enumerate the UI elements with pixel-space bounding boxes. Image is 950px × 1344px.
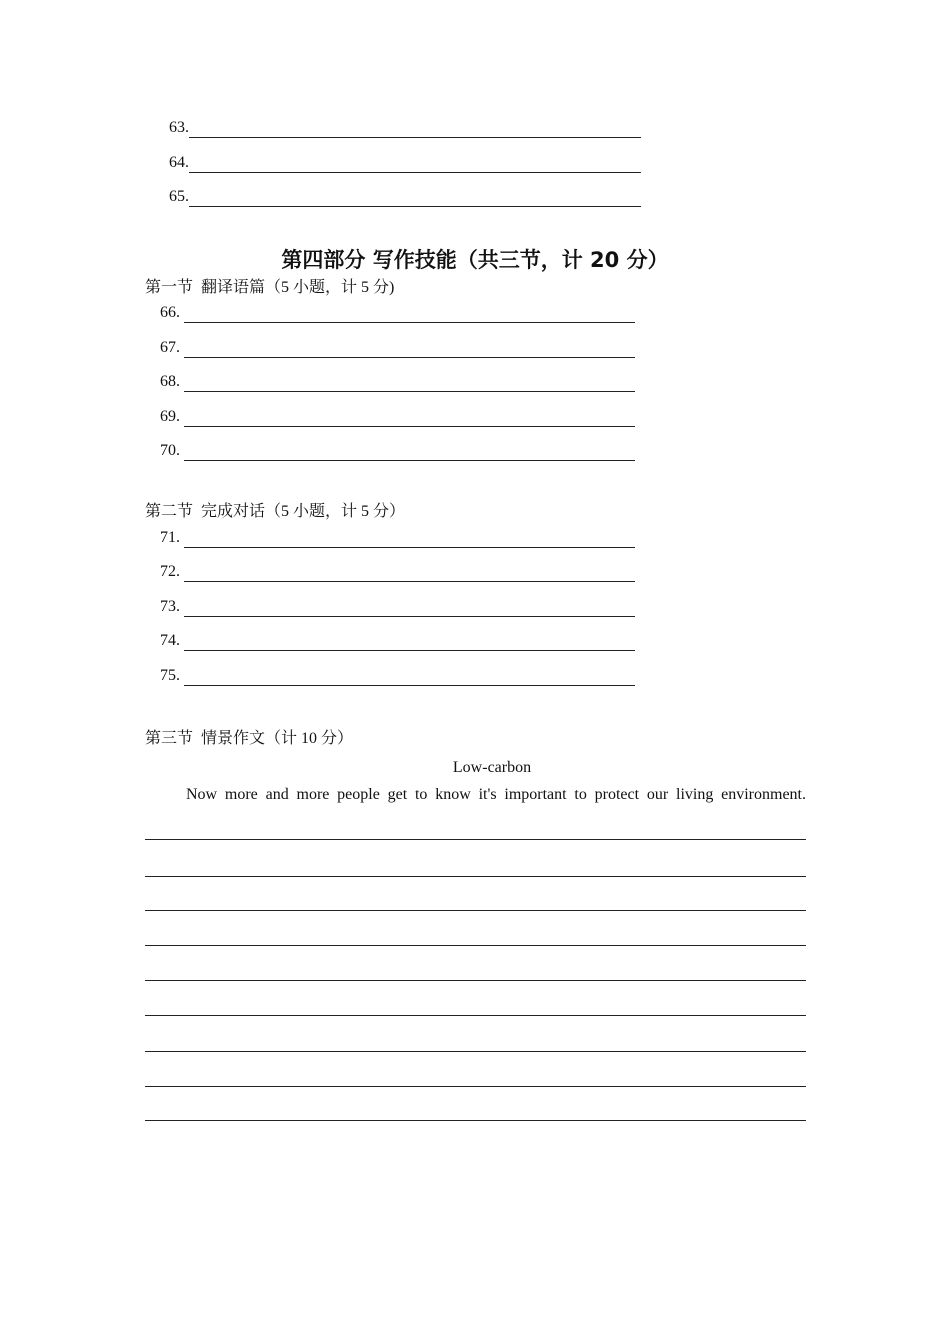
essay-writing-line[interactable] — [145, 1120, 806, 1121]
answer-number: 64. — [169, 154, 189, 171]
answer-blank[interactable] — [184, 377, 635, 392]
answer-number: 65. — [169, 188, 189, 205]
answer-line-65[interactable] — [169, 187, 641, 207]
answer-number: 66. — [160, 304, 184, 321]
answer-number: 74. — [160, 632, 184, 649]
answer-blank[interactable] — [184, 671, 635, 686]
essay-writing-line[interactable] — [145, 1051, 806, 1052]
answer-line-63[interactable] — [169, 118, 641, 138]
answer-line-72[interactable] — [160, 562, 635, 582]
answer-number: 67. — [160, 339, 184, 356]
answer-blank[interactable] — [189, 158, 641, 173]
answer-blank[interactable] — [184, 308, 635, 323]
answer-number: 68. — [160, 373, 184, 390]
essay-prompt: Now more and more people get to know it's important to protect our living environment. — [186, 786, 806, 803]
answer-number: 72. — [160, 563, 184, 580]
answer-number: 69. — [160, 408, 184, 425]
answer-blank[interactable] — [184, 343, 635, 358]
answer-line-67[interactable] — [160, 338, 635, 358]
essay-writing-line[interactable] — [145, 980, 806, 981]
essay-writing-line[interactable] — [145, 910, 806, 911]
answer-blank[interactable] — [184, 602, 635, 617]
essay-writing-line[interactable] — [145, 945, 806, 946]
answer-line-69[interactable] — [160, 407, 635, 427]
answer-blank[interactable] — [184, 636, 635, 651]
answer-line-64[interactable] — [169, 153, 641, 173]
essay-writing-line[interactable] — [145, 1015, 806, 1016]
answer-number: 73. — [160, 598, 184, 615]
essay-writing-line[interactable] — [145, 1086, 806, 1087]
essay-writing-line[interactable] — [145, 839, 806, 840]
answer-line-70[interactable] — [160, 441, 635, 461]
answer-number: 75. — [160, 667, 184, 684]
answer-number: 71. — [160, 529, 184, 546]
answer-blank[interactable] — [184, 446, 635, 461]
section3-title: 第三节 情景作文（计 10 分） — [145, 730, 354, 747]
answer-line-75[interactable] — [160, 666, 635, 686]
answer-line-68[interactable] — [160, 372, 635, 392]
answer-blank[interactable] — [184, 567, 635, 582]
section1-title: 第一节 翻译语篇（5 小题，计 5 分) — [145, 279, 395, 296]
answer-blank[interactable] — [184, 533, 635, 548]
part-heading: 第四部分 写作技能（共三节，计 20 分） — [281, 248, 669, 272]
answer-number: 70. — [160, 442, 184, 459]
answer-line-66[interactable] — [160, 303, 635, 323]
answer-line-74[interactable] — [160, 631, 635, 651]
essay-title: Low-carbon — [452, 759, 532, 776]
answer-blank[interactable] — [189, 192, 641, 207]
essay-writing-line[interactable] — [145, 876, 806, 877]
answer-number: 63. — [169, 119, 189, 136]
answer-blank[interactable] — [189, 123, 641, 138]
answer-line-71[interactable] — [160, 528, 635, 548]
answer-blank[interactable] — [184, 412, 635, 427]
answer-line-73[interactable] — [160, 597, 635, 617]
section2-title: 第二节 完成对话（5 小题，计 5 分） — [145, 503, 406, 520]
